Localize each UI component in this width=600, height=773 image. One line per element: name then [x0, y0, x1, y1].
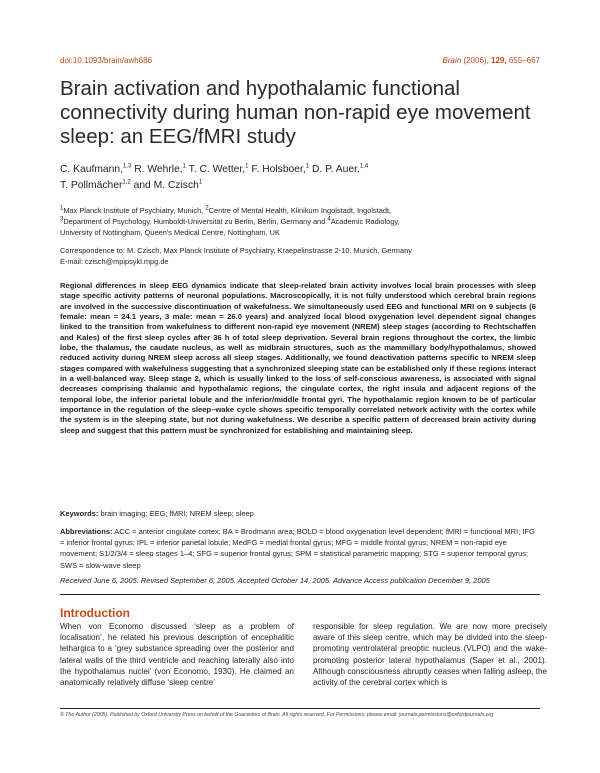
affiliation: Academic Radiology, — [330, 217, 400, 226]
journal-pages: 655–667 — [508, 56, 540, 65]
author: D. P. Auer, — [311, 164, 360, 175]
author-affiliation-marker: 1,2 — [122, 179, 131, 186]
keywords — [60, 508, 540, 519]
affiliation-marker: 2 — [205, 205, 209, 212]
introduction-left-column: When von Economo discussed ‘sleep as a problem of localisation’, he related his previous description of encephalitic lethargica to a ‘grey substance spreading over the posterior and lateral walls of the third ventricle and reaching laterally also into the hypothalamus nuclei’ (von Economo, 1930). He claimed an anatomically relatively diffuse ‘sleep centre’ — [60, 622, 294, 688]
author-affiliation-marker: 1,3 — [122, 163, 132, 170]
affiliations — [60, 205, 540, 238]
journal-year: (2006), — [463, 56, 489, 65]
affiliation: Department of Psychology, Humboldt-Universität zu Berlin, Berlin, Germany and — [63, 217, 326, 226]
journal-volume: 129, — [491, 56, 507, 65]
correspondence-email[interactable]: E-mail: czisch@mpipsykl.mpg.de — [60, 257, 169, 266]
author: T. C. Wetter, — [188, 164, 246, 175]
received-dates: Received June 6, 2005. Revised September 6, 2005. Accepted October 14, 2005. Advance Access publication December 9, 2005 — [60, 576, 490, 585]
introduction-right-column: responsible for sleep regulation. We are now more precisely aware of this sleep centre, which may be divided into the sleep-promoting ventrolateral preoptic nucleus (VLPO) and the wake-promoting posterior lateral hypothalamus (Saper et al., 2001). Although consciousness abruptly ceases when falling asleep, the activity of the cerebral cortex which is — [313, 622, 547, 688]
affiliation: Centre of Mental Health, Klinikum Ingolstadt, Ingolstadt, — [208, 206, 392, 215]
abstract: Regional differences in sleep EEG dynamics indicate that sleep-related brain activity involves local brain processes with sleep stage specific activity patterns of neuronal populations. Macroscopically, it is not fully understood which cerebral brain regions are involved in the successive discontinuation of wakefulness. We simultaneously used EEG and functional MRI on 9 subjects (6 female: mean = 24.1 years, 3 male: mean = 26.0 years) and analyzed local blood oxygenation level dependent signal changes linked to the transition from wakefulness to different non-rapid eye movement (NREM) sleep stages (according to Rechtschaffen and Kales) of the first sleep cycles after 36 h of total sleep deprivation. Several brain regions throughout the cortex, the limbic lobe, the thalamus, the caudate nucleus, as well as midbrain structures, such as the mammillary body/hypothalamus, showed reduced activity during NREM sleep across all sleep stages. Additionally, we found deactivation patterns specific to NREM sleep stages compared with wakefulness suggesting that a synchronized sleeping state can be established only if these regions interact in a well-balanced way. Sleep stage 2, which is usually linked to the loss of self-conscious awareness, is associated with signal decreases comprising thalamic and hypothalamic regions, the cingulate cortex, the right insula and adjacent regions of the temporal lobe, the inferior parietal lobule and the inferior/middle frontal gyri. The hypothalamic region known to be of particular importance in the regulation of the sleep–wake cycle shows specific temporally correlated network activity with the cortex while the system is in the sleeping state, but not during wakefulness. We describe a specific pattern of decreased brain activity during sleep and suggest that this pattern must be synchronized for establishing and maintaining sleep. — [60, 281, 536, 435]
correspondence — [60, 245, 540, 267]
section-divider — [60, 594, 540, 595]
author-affiliation-marker: 1 — [198, 179, 203, 186]
author: and M. Czisch — [133, 179, 199, 191]
author-affiliation-marker: 1,4 — [359, 163, 369, 170]
affiliation: University of Nottingham, Queen's Medical Centre, Nottingham, UK — [60, 228, 280, 237]
affiliation-marker: 3 — [60, 216, 64, 223]
author-affiliation-marker: 1 — [305, 163, 310, 170]
keywords-label: Keywords: — [60, 509, 99, 518]
author-affiliation-marker: 1 — [182, 163, 186, 170]
abbreviations — [60, 526, 540, 571]
introduction-heading: Introduction — [60, 606, 130, 620]
correspondence-address: Correspondence to: M. Czisch, Max Planck Institute of Psychiatry, Kraepelinstrasse 2-10, Munich, Germany — [60, 246, 412, 255]
footer-divider — [60, 708, 540, 709]
journal-citation — [443, 56, 540, 65]
author: T. Pollmächer — [60, 179, 123, 191]
author-affiliation-marker: 1 — [245, 163, 249, 170]
author: C. Kaufmann, — [60, 164, 123, 175]
copyright-footer: © The Author (2005). Published by Oxford University Press on behalf of the Guarantors of Brain. All rights reserved. For Permissions, please email: journals.permissions@oxfordjournals.org — [60, 712, 494, 718]
journal-name: Brain — [442, 56, 462, 65]
author-list — [60, 162, 540, 193]
affiliation-marker: 1 — [60, 205, 64, 212]
author: F. Holsboer, — [251, 164, 306, 175]
doi[interactable]: doi:10.1093/brain/awh686 — [60, 56, 153, 65]
abbreviations-label: Abbreviations: — [60, 527, 113, 536]
paper-title: Brain activation and hypothalamic functional connectivity during human non-rapid eye movement sleep: an EEG/fMRI study — [60, 77, 531, 148]
affiliation-marker: 4 — [327, 216, 331, 223]
keywords-text: brain imaging; EEG; fMRI; NREM sleep; sleep — [100, 509, 254, 518]
author: R. Wehrle, — [134, 164, 183, 175]
download-watermark — [571, 270, 581, 570]
affiliation: Max Planck Institute of Psychiatry, Munich, — [63, 206, 204, 215]
abbreviations-text: ACC = anterior cingulate cortex; BA = Brodmann area; BOLD = blood oxygenation level dependent; fMRI = functional MRI; IFG = inferior frontal gyrus; IPL = inferior parietal lobule; MedFG = medial frontal gyrus; MFG = middle frontal gyrus; NREM = non-rapid eye movement; S1/2/3/4 = sleep stages 1–4; SFG = superior frontal gyrus; SPM = statistical parametric mapping; STG = superior temporal gyrus; SWS = slow-wave sleep — [60, 527, 535, 570]
